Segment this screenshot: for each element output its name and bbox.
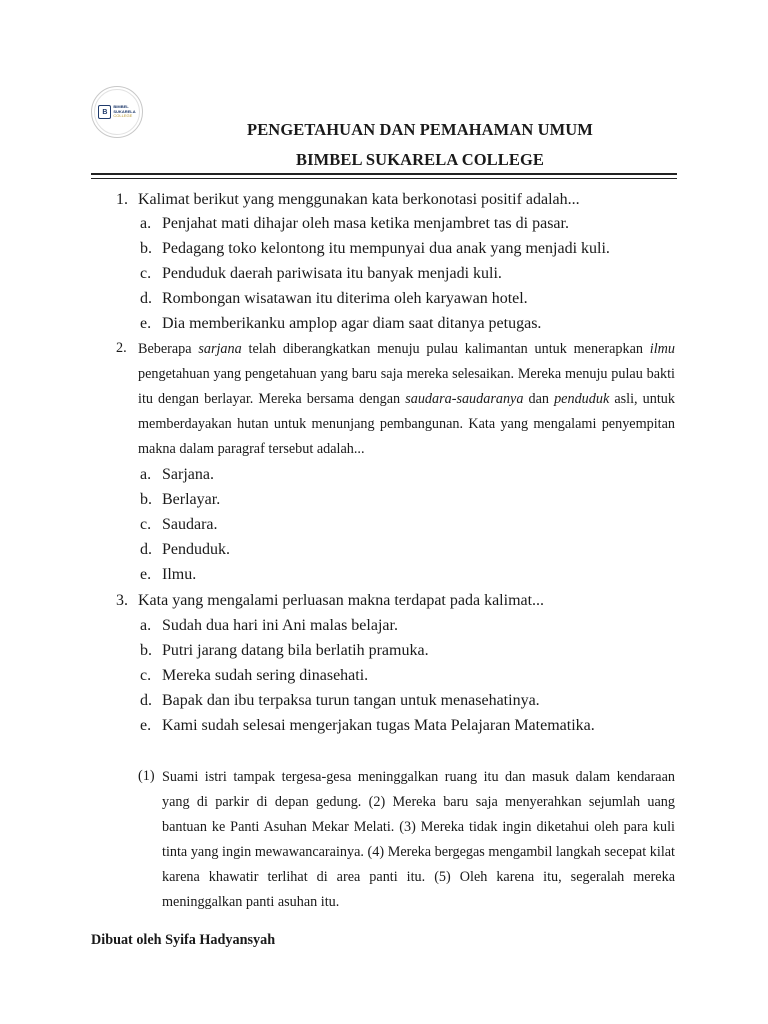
logo-mark-icon: B xyxy=(98,105,111,119)
option-text: Penduduk. xyxy=(162,541,230,558)
question-text xyxy=(138,337,675,462)
question-number: 2. xyxy=(116,340,127,356)
option-letter: a. xyxy=(140,617,152,634)
option-letter: b. xyxy=(140,491,152,508)
option-letter: e. xyxy=(140,315,152,332)
option-text: Sarjana. xyxy=(162,466,214,483)
option-letter: e. xyxy=(140,566,152,583)
passage-text: Suami istri tampak tergesa-gesa meninggalkan ruang itu dan masuk dalam kendaraan yang di parkir di depan gedung. (2) Mereka baru saja menyerahkan sejumlah uang bantuan ke Panti Asuhan Mekar Melati. (3) Mereka tidak ingin diketahui oleh para kuli tinta yang ingin mewawancarainya. (4) Mereka bergegas mengambil langkah secepat kilat karena khawatir terlihat di area panti itu. (5) Oleh karena itu, segeralah mereka meninggalkan panti asuhan itu. xyxy=(162,769,675,911)
author-credit: Dibuat oleh Syifa Hadyansyah xyxy=(91,932,276,948)
text-segment: dan xyxy=(523,391,555,408)
option-text: Mereka sudah sering dinasehati. xyxy=(162,667,369,684)
question-number: 1. xyxy=(116,191,128,208)
option-text: Penjahat mati dihajar oleh masa ketika menjambret tas di pasar. xyxy=(162,215,569,232)
option-text: Ilmu. xyxy=(162,566,197,583)
option-text: Bapak dan ibu terpaksa turun tangan untuk menasehatinya. xyxy=(162,692,540,709)
option-letter: e. xyxy=(140,717,152,734)
text-segment: Beberapa xyxy=(138,341,199,357)
question-text: Kalimat berikut yang menggunakan kata berkonotasi positif adalah... xyxy=(138,191,580,208)
text-segment: asli, untuk memberdayakan hutan untuk menunjang pembangunan. Kata yang mengalami penyempitan makna dalam paragraf tersebut adalah... xyxy=(138,391,675,458)
passage-lead-number: (1) xyxy=(138,768,155,784)
option-letter: c. xyxy=(140,667,152,684)
question-text: Kata yang mengalami perluasan makna terdapat pada kalimat... xyxy=(138,592,545,609)
page-title: PENGETAHUAN DAN PEMAHAMAN UMUM xyxy=(247,120,593,139)
italic-term: saudara-saudaranya xyxy=(405,391,524,408)
option-letter: b. xyxy=(140,240,152,257)
option-text: Rombongan wisatawan itu diterima oleh karyawan hotel. xyxy=(162,290,528,307)
option-letter: b. xyxy=(140,642,152,659)
option-text: Berlayar. xyxy=(162,491,221,508)
option-text: Putri jarang datang bila berlatih pramuka. xyxy=(162,642,429,659)
option-letter: a. xyxy=(140,215,152,232)
text-segment: pengetahuan yang pengetahuan yang baru saja mereka selesaikan. Mereka menuju pulau bakti itu dengan berlayar. Mereka bersama dengan xyxy=(138,366,675,408)
option-text: Saudara. xyxy=(162,516,218,533)
option-text: Penduduk daerah pariwisata itu banyak menjadi kuli. xyxy=(162,265,502,282)
option-letter: d. xyxy=(140,290,152,307)
header-rule-thin xyxy=(91,178,677,179)
option-text: Dia memberikanku amplop agar diam saat ditanya petugas. xyxy=(162,315,542,332)
option-text: Kami sudah selesai mengerjakan tugas Mata Pelajaran Matematika. xyxy=(162,717,595,734)
option-letter: c. xyxy=(140,516,152,533)
header-rule-thick xyxy=(91,173,677,175)
page-subtitle: BIMBEL SUKARELA COLLEGE xyxy=(295,150,545,169)
option-text: Pedagang toko kelontong itu mempunyai dua anak yang menjadi kuli. xyxy=(162,240,610,257)
option-letter: d. xyxy=(140,541,152,558)
italic-term: penduduk xyxy=(554,391,610,408)
option-letter: a. xyxy=(140,466,152,483)
logo-wordmark: BIMBEL SUKARELA COLLEGE xyxy=(113,104,136,119)
italic-term: ilmu xyxy=(649,341,675,357)
text-segment: telah diberangkatkan menuju pulau kalimantan untuk menerapkan xyxy=(241,341,650,357)
italic-term: sarjana xyxy=(198,341,242,357)
question-number: 3. xyxy=(116,592,128,609)
option-letter: d. xyxy=(140,692,152,709)
option-text: Sudah dua hari ini Ani malas belajar. xyxy=(162,617,398,634)
option-letter: c. xyxy=(140,265,152,282)
